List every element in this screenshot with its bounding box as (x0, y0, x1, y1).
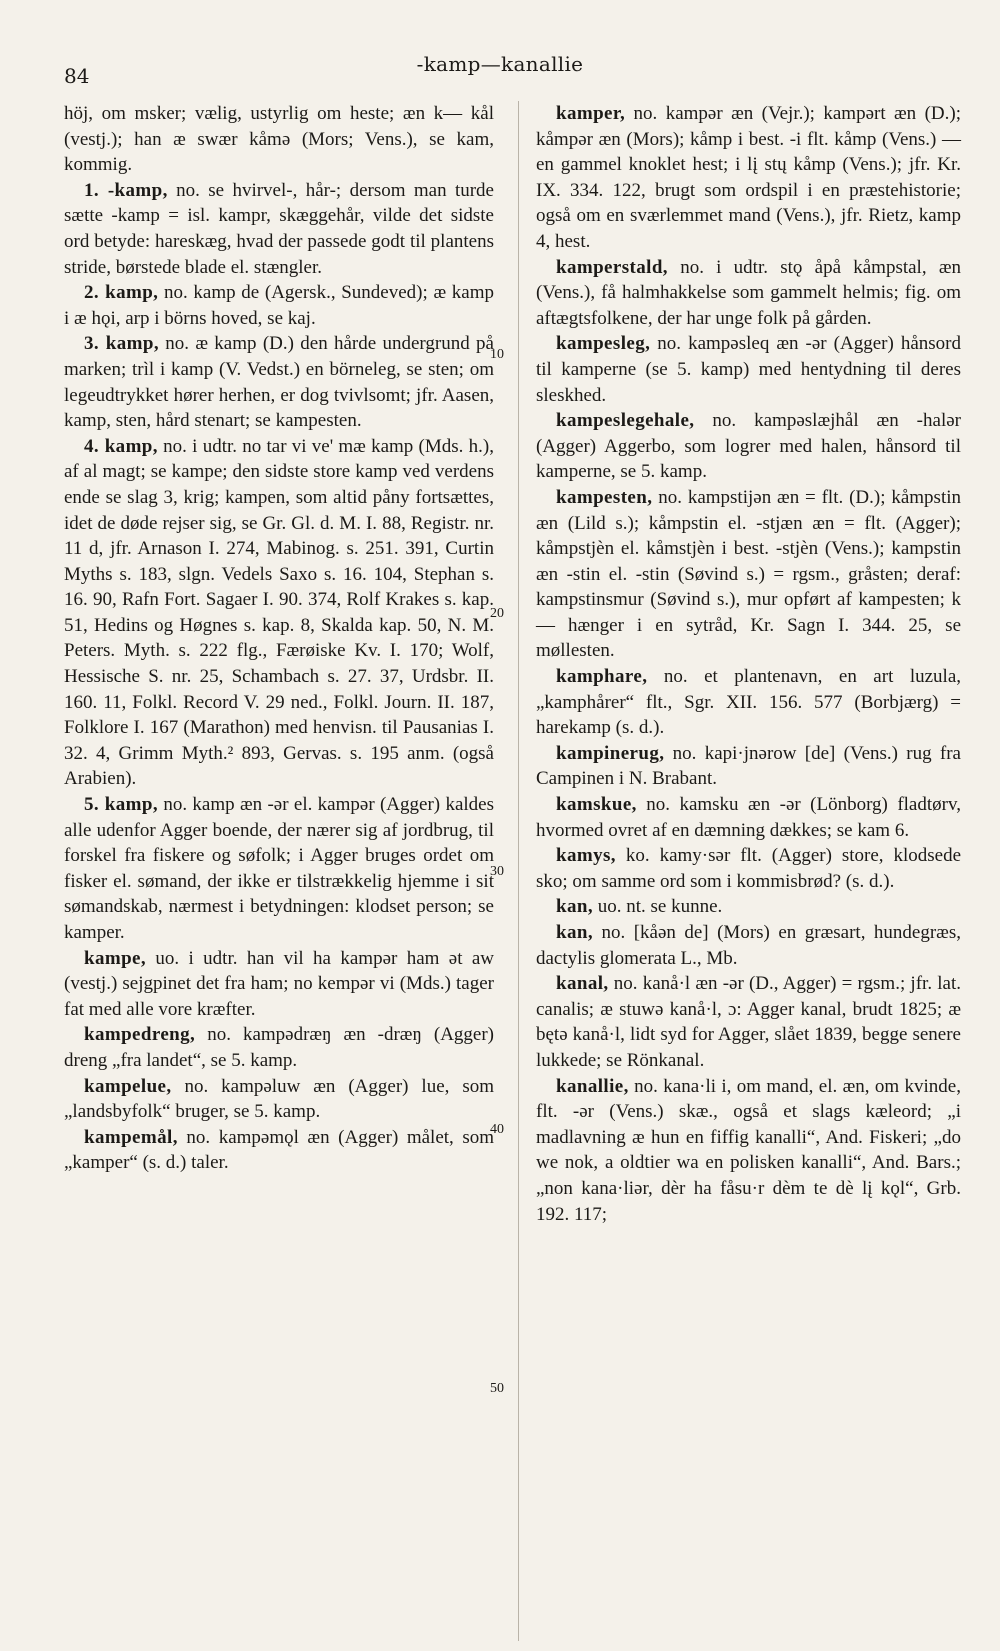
dictionary-entry (536, 920, 961, 971)
dictionary-entry (536, 843, 961, 894)
entry-headword: kanallie, (556, 1075, 629, 1097)
entry-headword: 3. kamp, (84, 333, 159, 355)
entry-headword: kampedreng, (84, 1024, 196, 1046)
entry-headword: kampe, (84, 947, 147, 969)
dictionary-entry (64, 178, 494, 280)
entry-headword: kampesleg, (556, 333, 651, 355)
dictionary-entry (64, 1125, 494, 1176)
entry-headword: kampesten, (556, 486, 653, 508)
dictionary-entry (64, 946, 494, 1023)
dictionary-entry (64, 101, 494, 178)
entry-headword: 4. kamp, (84, 435, 158, 457)
entry-text: no. kampstijən æn = flt. (D.); kåmpstin æn (Lild s.); kåmpstin el. -stjæn æn = flt. (Agger); kåmpstjèn el. kåmstjèn i best. -stjèn (Vens.); kampstin æn -stin el. -stin (Søvind s.) = rgsm., gråsten; deraf: kampstinsmur (Søvind s.), mur opført af kampesten; k— hænger i en sytråd, Kr. Sagn I. 344. 25, se møllesten. (536, 486, 961, 662)
entry-text: no. kanå·l æn -ər (D., Agger) = rgsm.; jfr. lat. canalis; æ stuwə kanå·l, ɔ: Agger kanal, brudt 1825; æ bętə kanå·l, lidt syd for Agger, slået 1839, begge senere lukkede; se Rönkanal. (536, 973, 961, 1071)
entry-text: no. i udtr. no tar vi ve' mæ kamp (Mds. h.), af al magt; se kampe; den sidste store kamp ved verdens ende se slag 3, krig; kampen, som altid påny fortsættes, idet de døde rejser sig, se Gr. Gl. d. M. I. 88, Registr. nr. 11 d, jfr. Arnason I. 274, Mabinog. s. 251. 391, Curtin Myths s. 183, slgn. Vedels Saxo s. 16. 104, Stephan s. 16. 90, Rafn Fort. Sagaer I. 90. 374, Rolf Krakes s. kap. 51, Hedins og Høgnes s. kap. 8, Skalda kap. 50, N. M. Peters. Myth. s. 222 flg., Færøiske Kv. I. 170; Wolf, Hessische S. nr. 25, Schambach s. 27. 37, Urdsbr. II. 160. 11, Folkl. Record V. 29 ned., Folkl. Journ. II. 187, Folklore I. 167 (Marathon) med henvisn. til Pausanias I. 32. 4, Grimm Myth.² 893, Gervas. s. 195 anm. (også Arabien). (64, 435, 494, 790)
entry-text: no. æ kamp (D.) den hårde undergrund på marken; trìl i kamp (V. Vedst.) en börneleg, se sten; om legeudtrykket hører herhen, er dog tvivlsomt; jfr. Aasen, kamp, sten, hård stenart; se kampesten. (64, 333, 494, 432)
page-header (0, 44, 1000, 88)
dictionary-entry (536, 894, 961, 920)
entry-headword: kamskue, (556, 794, 637, 816)
dictionary-entry (536, 101, 961, 255)
entry-text: no. et plantenavn, en art luzula, „kamphårer“ flt., Sgr. XII. 156. 577 (Borbjærg) = harekamp (s. d.). (536, 666, 961, 739)
entry-headword: kamphare, (556, 666, 648, 688)
entry-headword: kamperstald, (556, 256, 668, 278)
entry-headword: kampinerug, (556, 742, 665, 764)
dictionary-entry (536, 664, 961, 741)
entry-text: no. kampəslæjhål æn -halər (Agger) Aggerbo, som logrer med halen, hånsord til kamperne, se 5. kamp. (536, 410, 961, 483)
entry-text: no. kampəsleq æn -ər (Agger) hånsord til kamperne (se 5. kamp) med hentydning til deres sleskhed. (536, 333, 961, 406)
entry-headword: 2. kamp, (84, 282, 159, 304)
dictionary-entry (536, 792, 961, 843)
entry-text: no. kapi·jnərow [de] (Vens.) rug fra Campinen i N. Brabant. (536, 742, 961, 790)
entry-headword: kampemål, (84, 1126, 178, 1148)
column-divider (518, 101, 519, 1641)
entry-text: no. [kåən de] (Mors) en græsart, hundegræs, dactylis glomerata L., Mb. (536, 922, 961, 969)
entry-text: no. kampər æn (Vejr.); kampərt æn (D.); kåmpər æn (Mors); kåmp i best. -i flt. kåmp (Vens.) — en gammel knoklet hest; i lį stų kåmp (Vens.); jfr. Kr. IX. 334. 122, brugt som ordspil i en præstehistorie; også om en sværlemmet mand (Vens.), jfr. Rietz, kamp 4, hest. (536, 103, 961, 252)
dictionary-entry (64, 1074, 494, 1125)
line-number: 50 (490, 1381, 504, 1396)
entry-text: ko. kamy·sər flt. (Agger) store, klodsede sko; om samme ord som i kommisbrød? (s. d.). (536, 845, 961, 892)
dictionary-entry (536, 408, 961, 485)
entry-text: no. kamp æn -ər el. kampər (Agger) kaldes alle udenfor Agger boende, der nærer sig af jordbrug, til forskel fra fiskere og søfolk; i Agger bruges ordet om fisker el. sømand, der ikke er tilstrækkelig hjemme i sit sømandskab, nærmest i betydningen: klodset person; se kamper. (64, 794, 494, 943)
running-head: -kamp—kanallie (416, 52, 584, 76)
entry-headword: kan, (556, 896, 593, 918)
entry-text: no. kana·li i, om mand, el. æn, om kvinde, flt. -ər (Vens.) skæ., også et slags kæleord; „i madlavning æ hun en fiffig kanalli“, And. Fiskeri; „do we nok, a oldtier wa en polisken kanalli“, And. Bars.; „non kana·liər, dèr ha fåsu·r dèm te dè lį kǫl“, Grb. 192. 117; (536, 1075, 961, 1225)
entry-headword: kanal, (556, 973, 609, 995)
dictionary-entry (536, 741, 961, 792)
dictionary-entry (64, 280, 494, 331)
page-number: 84 (64, 64, 90, 88)
entry-text: uo. nt. se kunne. (592, 896, 723, 918)
dictionary-entry (64, 1022, 494, 1073)
entry-headword: kamys, (556, 845, 616, 867)
entry-headword: kampelue, (84, 1075, 172, 1097)
dictionary-entry (64, 331, 494, 433)
line-number: 40 (490, 1122, 504, 1137)
dictionary-entry (536, 485, 961, 664)
dictionary-entry (536, 1074, 961, 1228)
dictionary-entry (536, 255, 961, 332)
dictionary-entry (536, 971, 961, 1073)
entry-text: no. i udtr. stǫ åpå kåmpstal, æn (Vens.), få halmhakkelse som gammelt helmis; fig. om aftægtsfolkene, der har unge folk på gården. (536, 256, 961, 329)
entry-headword: 5. kamp, (84, 794, 158, 816)
entry-text: no. kampədræŋ æn -dræŋ (Agger) dreng „fra landet“, se 5. kamp. (64, 1024, 494, 1071)
entry-headword: kan, (556, 922, 593, 943)
entry-text: no. kampəmǫl æn (Agger) målet, som „kamper“ (s. d.) taler. (64, 1126, 494, 1174)
left-column (64, 101, 494, 1641)
entry-headword: kamper, (556, 103, 626, 124)
line-number: 30 (490, 864, 504, 879)
entry-text: no. se hvirvel-, hår-; dersom man turde sætte -kamp = isl. kampr, skæggehår, vilde det sidste ord betyde: hareskæg, hvad der passede godt til plantens stride, børstede blade el. stængler. (64, 179, 494, 278)
entry-text: no. kampəluw æn (Agger) lue, som „landsbyfolk“ bruger, se 5. kamp. (64, 1075, 494, 1123)
entry-text: no. kamp de (Agersk., Sundeved); æ kamp i æ hǫi, arp i börns hoved, se kaj. (64, 282, 494, 329)
entry-text: uo. i udtr. han vil ha kampər ham ət aw (vestj.) sejgpinet det fra ham; no kempər vi (Mds.) tager fat med alle vore kræfter. (64, 947, 494, 1020)
dictionary-entry (64, 434, 494, 792)
entry-headword: 1. -kamp, (84, 179, 168, 201)
entry-text: no. kamsku æn -ər (Lönborg) fladtørv, hvormed ovret af en dæmning dækkes; se kam 6. (536, 794, 961, 841)
right-column (536, 101, 961, 1641)
dictionary-entry (536, 331, 961, 408)
entry-headword: kampeslegehale, (556, 410, 695, 432)
entry-text: höj, om msker; vælig, ustyrlig om heste; æn k— kål (vestj.); han æ swær kåmə (Mors; Vens.), se kam, kommig. (64, 103, 494, 176)
line-number: 20 (490, 606, 504, 621)
line-number: 10 (490, 347, 504, 362)
dictionary-entry (64, 792, 494, 946)
